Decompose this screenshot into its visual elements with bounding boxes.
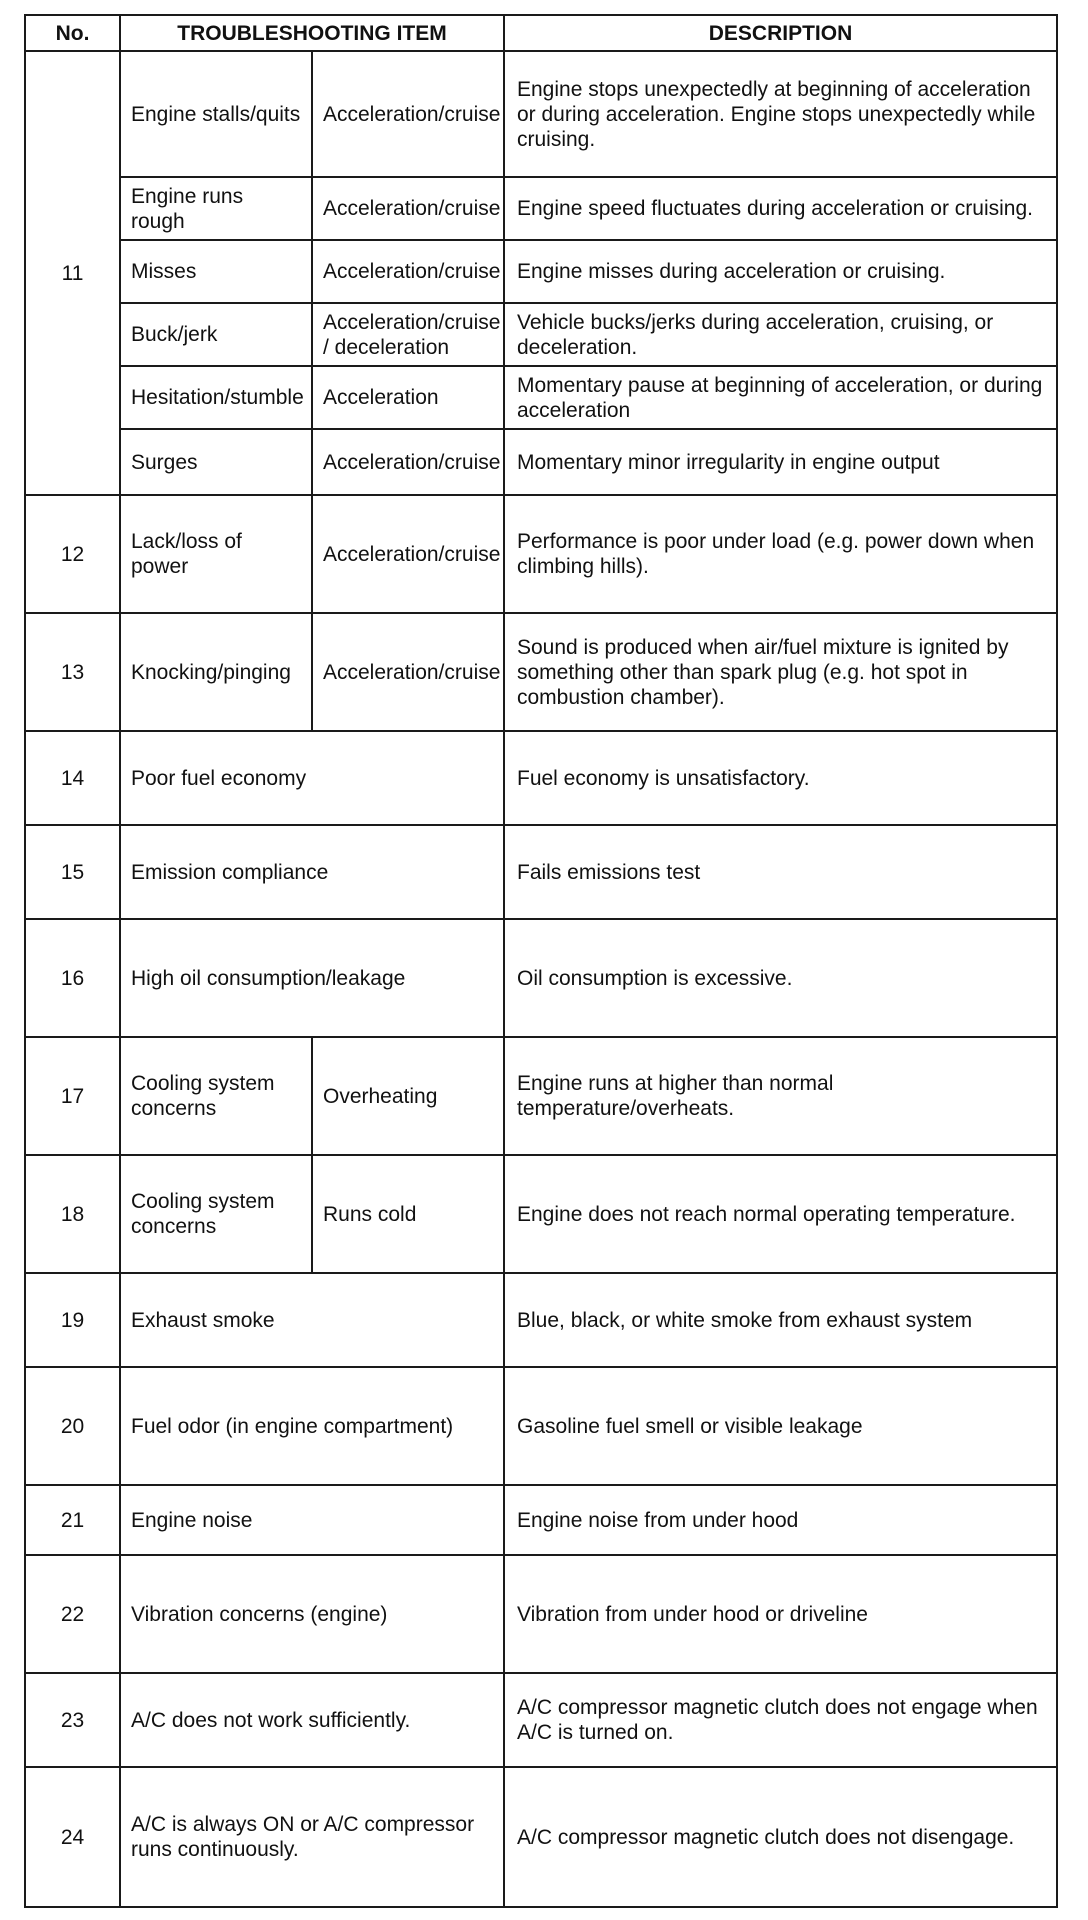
header-troubleshooting-item: TROUBLESHOOTING ITEM	[120, 15, 504, 51]
item-cell: Hesitation/stumble	[120, 366, 312, 429]
condition-cell: Acceleration/cruise	[312, 495, 504, 613]
row-number: 24	[25, 1767, 120, 1907]
description-cell: Fails emissions test	[504, 825, 1057, 919]
condition-cell: Acceleration/cruise	[312, 613, 504, 731]
description-cell: Engine speed fluctuates during acceleration or cruising.	[504, 177, 1057, 240]
description-cell: Engine stops unexpectedly at beginning of acceleration or during acceleration. Engine stops unexpectedly while cruising.	[504, 51, 1057, 177]
row-number: 16	[25, 919, 120, 1037]
description-cell: A/C compressor magnetic clutch does not disengage.	[504, 1767, 1057, 1907]
table-row	[25, 731, 1057, 825]
table-row	[25, 177, 1057, 240]
item-cell: Poor fuel economy	[120, 731, 504, 825]
description-cell: Vehicle bucks/jerks during acceleration, cruising, or deceleration.	[504, 303, 1057, 366]
item-cell: Knocking/pinging	[120, 613, 312, 731]
table-row	[25, 303, 1057, 366]
description-cell: Engine misses during acceleration or cruising.	[504, 240, 1057, 303]
description-cell: A/C compressor magnetic clutch does not engage when A/C is turned on.	[504, 1673, 1057, 1767]
item-cell: Cooling system concerns	[120, 1037, 312, 1155]
item-cell: Buck/jerk	[120, 303, 312, 366]
description-cell: Fuel economy is unsatisfactory.	[504, 731, 1057, 825]
table-row	[25, 1367, 1057, 1485]
condition-cell: Acceleration/cruise / deceleration	[312, 303, 504, 366]
item-cell: Cooling system concerns	[120, 1155, 312, 1273]
row-number: 20	[25, 1367, 120, 1485]
item-cell: Exhaust smoke	[120, 1273, 504, 1367]
table-row	[25, 613, 1057, 731]
condition-cell: Acceleration/cruise	[312, 177, 504, 240]
condition-cell: Acceleration	[312, 366, 504, 429]
description-cell: Momentary minor irregularity in engine output	[504, 429, 1057, 495]
description-cell: Engine does not reach normal operating temperature.	[504, 1155, 1057, 1273]
row-number: 19	[25, 1273, 120, 1367]
table-row	[25, 1485, 1057, 1555]
troubleshooting-sheet	[24, 14, 1056, 1908]
item-cell: Lack/loss of power	[120, 495, 312, 613]
row-number: 15	[25, 825, 120, 919]
table-row	[25, 1037, 1057, 1155]
condition-cell: Runs cold	[312, 1155, 504, 1273]
table-row	[25, 1673, 1057, 1767]
row-number: 11	[25, 51, 120, 495]
row-number: 14	[25, 731, 120, 825]
item-cell: A/C is always ON or A/C compressor runs continuously.	[120, 1767, 504, 1907]
table-row	[25, 429, 1057, 495]
row-number: 22	[25, 1555, 120, 1673]
table-row	[25, 919, 1057, 1037]
item-cell: Emission compliance	[120, 825, 504, 919]
description-cell: Gasoline fuel smell or visible leakage	[504, 1367, 1057, 1485]
description-cell: Engine runs at higher than normal temperature/overheats.	[504, 1037, 1057, 1155]
item-cell: Engine noise	[120, 1485, 504, 1555]
description-cell: Vibration from under hood or driveline	[504, 1555, 1057, 1673]
table-row	[25, 1155, 1057, 1273]
description-cell: Performance is poor under load (e.g. power down when climbing hills).	[504, 495, 1057, 613]
description-cell: Momentary pause at beginning of acceleration, or during acceleration	[504, 366, 1057, 429]
description-cell: Blue, black, or white smoke from exhaust system	[504, 1273, 1057, 1367]
table-row	[25, 1767, 1057, 1907]
table-row	[25, 240, 1057, 303]
description-cell: Engine noise from under hood	[504, 1485, 1057, 1555]
table-row	[25, 825, 1057, 919]
table-row	[25, 366, 1057, 429]
item-cell: Vibration concerns (engine)	[120, 1555, 504, 1673]
item-cell: Engine stalls/quits	[120, 51, 312, 177]
row-number: 23	[25, 1673, 120, 1767]
table-row	[25, 1273, 1057, 1367]
table-row	[25, 51, 1057, 177]
header-no: No.	[25, 15, 120, 51]
troubleshooting-table	[24, 14, 1058, 1908]
row-number: 18	[25, 1155, 120, 1273]
item-cell: A/C does not work sufficiently.	[120, 1673, 504, 1767]
table-row	[25, 495, 1057, 613]
item-cell: Engine runs rough	[120, 177, 312, 240]
row-number: 12	[25, 495, 120, 613]
row-number: 21	[25, 1485, 120, 1555]
condition-cell: Acceleration/cruise	[312, 51, 504, 177]
item-cell: Misses	[120, 240, 312, 303]
description-cell: Oil consumption is excessive.	[504, 919, 1057, 1037]
table-header-row	[25, 15, 1057, 51]
item-cell: High oil consumption/leakage	[120, 919, 504, 1037]
item-cell: Surges	[120, 429, 312, 495]
description-cell: Sound is produced when air/fuel mixture is ignited by something other than spark plug (e.g. hot spot in combustion chamber).	[504, 613, 1057, 731]
condition-cell: Overheating	[312, 1037, 504, 1155]
condition-cell: Acceleration/cruise	[312, 429, 504, 495]
header-description: DESCRIPTION	[504, 15, 1057, 51]
row-number: 17	[25, 1037, 120, 1155]
row-number: 13	[25, 613, 120, 731]
item-cell: Fuel odor (in engine compartment)	[120, 1367, 504, 1485]
condition-cell: Acceleration/cruise	[312, 240, 504, 303]
table-row	[25, 1555, 1057, 1673]
